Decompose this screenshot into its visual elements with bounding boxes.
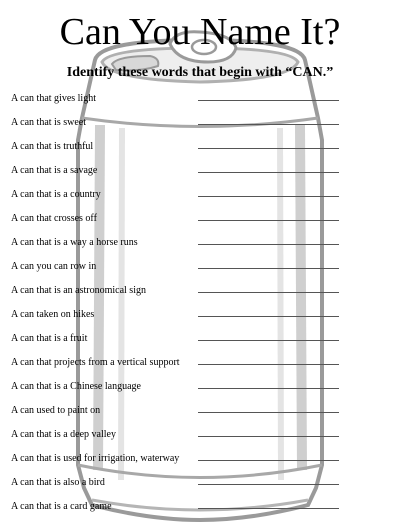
question-text: A can that is a way a horse runs — [11, 237, 138, 248]
answer-blank[interactable] — [198, 508, 339, 509]
question-text: A can that crosses off — [11, 213, 97, 224]
question-item — [11, 236, 400, 254]
question-item — [11, 308, 400, 326]
question-item — [11, 284, 400, 302]
question-item — [11, 140, 400, 158]
question-text: A can that is a Chinese language — [11, 381, 141, 392]
question-text: A can used to paint on — [11, 405, 101, 416]
answer-blank[interactable] — [198, 244, 339, 245]
answer-blank[interactable] — [198, 100, 339, 101]
answer-blank[interactable] — [198, 316, 339, 317]
answer-blank[interactable] — [198, 196, 339, 197]
question-text: A can that is truthful — [11, 141, 94, 152]
question-item — [11, 476, 400, 494]
question-item — [11, 212, 400, 230]
question-item — [11, 164, 400, 182]
answer-blank[interactable] — [198, 268, 339, 269]
question-item — [11, 260, 400, 278]
answer-blank[interactable] — [198, 436, 339, 437]
question-text: A can that is also a bird — [11, 477, 105, 488]
question-item — [11, 380, 400, 398]
answer-blank[interactable] — [198, 340, 339, 341]
answer-blank[interactable] — [198, 172, 339, 173]
question-text: A can that projects from a vertical support — [11, 357, 180, 368]
question-item — [11, 452, 400, 470]
answer-blank[interactable] — [198, 412, 339, 413]
answer-blank[interactable] — [198, 484, 339, 485]
question-text: A can that is a country — [11, 189, 101, 200]
question-item — [11, 356, 400, 374]
answer-blank[interactable] — [198, 364, 339, 365]
answer-blank[interactable] — [198, 220, 339, 221]
question-item — [11, 92, 400, 110]
question-text: A can that is an astronomical sign — [11, 285, 146, 296]
question-text: A can that is a savage — [11, 165, 98, 176]
question-text: A can that gives light — [11, 93, 96, 104]
question-item — [11, 332, 400, 350]
question-text: A can that is used for irrigation, waterway — [11, 453, 180, 464]
answer-blank[interactable] — [198, 148, 339, 149]
page-title: Can You Name It? — [59, 11, 341, 53]
question-text: A can that is a card game — [11, 501, 112, 512]
answer-blank[interactable] — [198, 124, 339, 125]
question-item — [11, 188, 400, 206]
question-item — [11, 500, 400, 518]
question-item — [11, 116, 400, 134]
page-subtitle: Identify these words that begin with “CAN.” — [66, 65, 334, 80]
answer-blank[interactable] — [198, 388, 339, 389]
question-text: A can you can row in — [11, 261, 97, 272]
question-text: A can that is a fruit — [11, 333, 88, 344]
answer-blank[interactable] — [198, 460, 339, 461]
question-text: A can that is a deep valley — [11, 429, 116, 440]
question-text: A can taken on hikes — [11, 309, 95, 320]
question-item — [11, 404, 400, 422]
answer-blank[interactable] — [198, 292, 339, 293]
question-item — [11, 428, 400, 446]
question-text: A can that is sweet — [11, 117, 86, 128]
